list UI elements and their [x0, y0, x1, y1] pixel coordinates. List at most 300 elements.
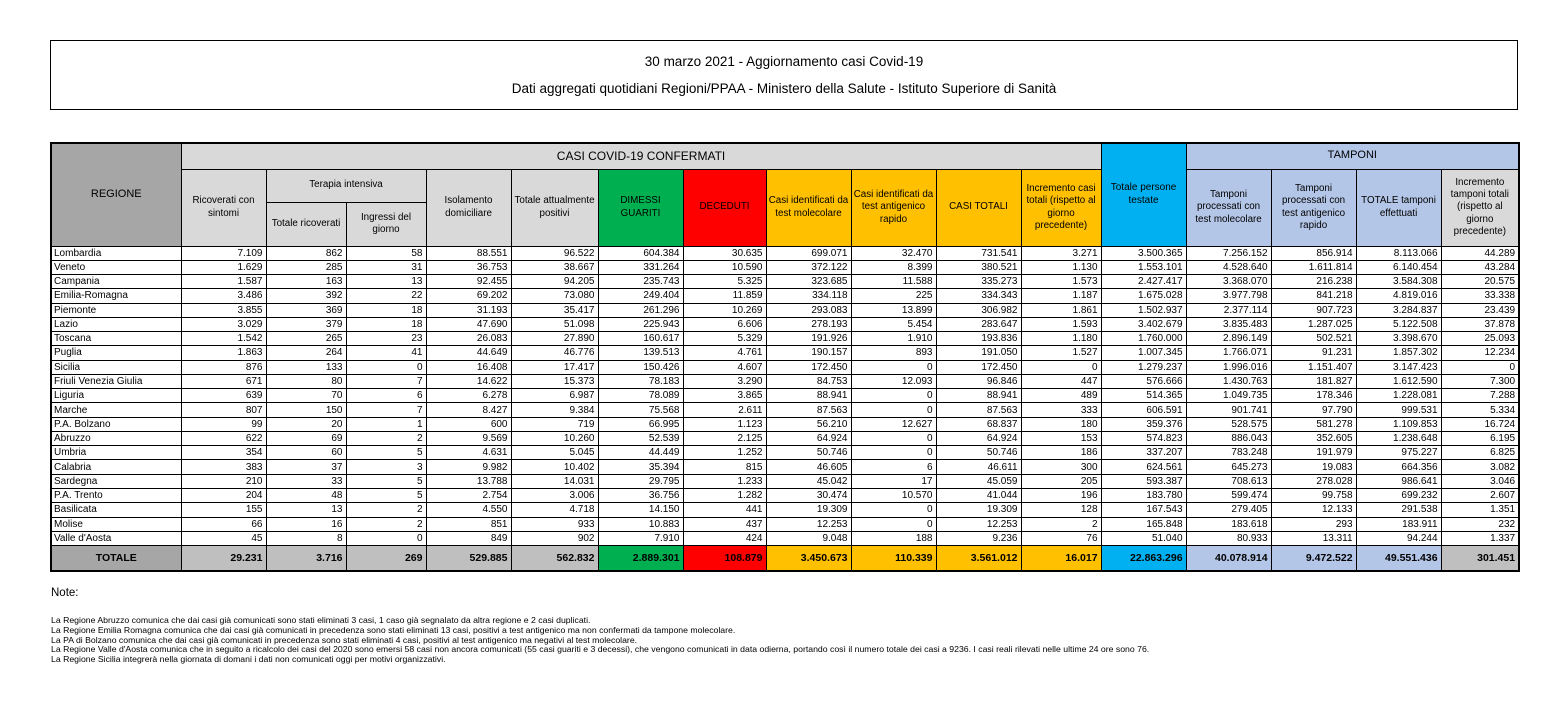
region-name-cell: Emilia-Romagna	[51, 289, 181, 303]
region-name-cell: Toscana	[51, 332, 181, 346]
value-cell: 167.543	[1101, 503, 1186, 517]
column-header-dimessi-guariti: DIMESSI GUARITI	[598, 169, 683, 246]
region-name-cell: Piemonte	[51, 303, 181, 317]
value-cell: 10.260	[511, 431, 598, 445]
value-cell: 645.273	[1186, 460, 1271, 474]
value-cell: 1.502.937	[1101, 303, 1186, 317]
value-cell: 1.233	[683, 474, 766, 488]
value-cell: 1.629	[181, 260, 266, 274]
value-cell: 7	[346, 403, 426, 417]
value-cell: 108.879	[683, 546, 766, 571]
value-cell: 160.617	[598, 332, 683, 346]
value-cell: 0	[851, 446, 936, 460]
value-cell: 999.531	[1356, 403, 1441, 417]
value-cell: 4.550	[426, 503, 511, 517]
value-cell: 5.329	[683, 332, 766, 346]
value-cell: 88.551	[426, 246, 511, 260]
table-row	[51, 289, 1519, 303]
value-cell: 191.926	[766, 332, 851, 346]
value-cell: 204	[181, 489, 266, 503]
value-cell: 35.394	[598, 460, 683, 474]
notes-section	[51, 587, 1531, 665]
column-header-tamponi-molecolare: Tamponi processati con test molecolare	[1186, 169, 1271, 246]
table-row	[51, 275, 1519, 289]
value-cell: 84.753	[766, 374, 851, 388]
value-cell: 9.236	[936, 531, 1021, 545]
value-cell: 893	[851, 346, 936, 360]
value-cell: 2.125	[683, 431, 766, 445]
value-cell: 12.133	[1271, 503, 1356, 517]
value-cell: 183.780	[1101, 489, 1186, 503]
region-name-cell: Veneto	[51, 260, 181, 274]
value-cell: 9.048	[766, 531, 851, 545]
region-name-cell: Marche	[51, 403, 181, 417]
value-cell: 3.147.423	[1356, 360, 1441, 374]
value-cell: 8.399	[851, 260, 936, 274]
value-cell: 2	[346, 503, 426, 517]
value-cell: 0	[851, 517, 936, 531]
note-item: La Regione Valle d'Aosta comunica che in seguito a ricalcolo dei casi del 2020 sono emersi 58 casi non ancora comunicati (55 casi guariti e 3 decessi), che vengono comunicati in data odierna, portando così il numero totale dei casi a 9236. I casi reali rilevati nelle ultime 24 ore sono 76.	[51, 644, 1150, 655]
value-cell: 986.641	[1356, 474, 1441, 488]
value-cell: 14.622	[426, 374, 511, 388]
table-row	[51, 303, 1519, 317]
region-name-cell: Campania	[51, 275, 181, 289]
region-name-cell: Calabria	[51, 460, 181, 474]
value-cell: 66	[181, 517, 266, 531]
value-cell: 354	[181, 446, 266, 460]
value-cell: 719	[511, 417, 598, 431]
value-cell: 20	[266, 417, 346, 431]
value-cell: 1.766.071	[1186, 346, 1271, 360]
value-cell: 293.083	[766, 303, 851, 317]
region-name-cell: P.A. Bolzano	[51, 417, 181, 431]
value-cell: 0	[346, 360, 426, 374]
value-cell: 181.827	[1271, 374, 1356, 388]
value-cell: 1.910	[851, 332, 936, 346]
value-cell: 3.271	[1021, 246, 1101, 260]
value-cell: 19.309	[936, 503, 1021, 517]
value-cell: 699.071	[766, 246, 851, 260]
value-cell: 38.667	[511, 260, 598, 274]
value-cell: 249.404	[598, 289, 683, 303]
value-cell: 6.987	[511, 389, 598, 403]
value-cell: 379	[266, 317, 346, 331]
value-cell: 22.863.296	[1101, 546, 1186, 571]
value-cell: 7.256.152	[1186, 246, 1271, 260]
table-header	[51, 143, 1519, 246]
total-row-label: TOTALE	[51, 546, 181, 571]
value-cell: 9.384	[511, 403, 598, 417]
value-cell: 110.339	[851, 546, 936, 571]
value-cell: 3.450.673	[766, 546, 851, 571]
notes-list	[51, 616, 1531, 665]
value-cell: 606.591	[1101, 403, 1186, 417]
note-item: La Regione Sicilia integrerà nella giornata di domani i dati non comunicati oggi per motivi organizzativi.	[51, 654, 446, 665]
value-cell: 731.541	[936, 246, 1021, 260]
column-header-deceduti: DECEDUTI	[683, 169, 766, 246]
value-cell: 975.227	[1356, 446, 1441, 460]
value-cell: 1.593	[1021, 317, 1101, 331]
value-cell: 188	[851, 531, 936, 545]
value-cell: 94.244	[1356, 531, 1441, 545]
value-cell: 279.405	[1186, 503, 1271, 517]
value-cell: 190.157	[766, 346, 851, 360]
table-row	[51, 503, 1519, 517]
column-header-ricoverati: Ricoverati con sintomi	[181, 169, 266, 246]
region-name-cell: P.A. Trento	[51, 489, 181, 503]
value-cell: 150.426	[598, 360, 683, 374]
value-cell: 16.408	[426, 360, 511, 374]
value-cell: 9.472.522	[1271, 546, 1356, 571]
value-cell: 624.561	[1101, 460, 1186, 474]
value-cell: 49.551.436	[1356, 546, 1441, 571]
value-cell: 1.430.763	[1186, 374, 1271, 388]
value-cell: 33	[266, 474, 346, 488]
value-cell: 783.248	[1186, 446, 1271, 460]
value-cell: 68.837	[936, 417, 1021, 431]
value-cell: 639	[181, 389, 266, 403]
value-cell: 52.539	[598, 431, 683, 445]
column-header-terapia-ingressi: Ingressi del giorno	[346, 202, 426, 246]
value-cell: 3.398.670	[1356, 332, 1441, 346]
value-cell: 392	[266, 289, 346, 303]
value-cell: 99	[181, 417, 266, 431]
value-cell: 96.846	[936, 374, 1021, 388]
value-cell: 876	[181, 360, 266, 374]
value-cell: 64.924	[766, 431, 851, 445]
value-cell: 16.724	[1441, 417, 1519, 431]
value-cell: 69	[266, 431, 346, 445]
value-cell: 10.269	[683, 303, 766, 317]
value-cell: 13	[346, 275, 426, 289]
value-cell: 514.365	[1101, 389, 1186, 403]
value-cell: 664.356	[1356, 460, 1441, 474]
value-cell: 1.351	[1441, 503, 1519, 517]
value-cell: 851	[426, 517, 511, 531]
value-cell: 88.941	[766, 389, 851, 403]
column-group-terapia-intensiva: Terapia intensiva	[266, 169, 426, 202]
value-cell: 372.122	[766, 260, 851, 274]
value-cell: 291.538	[1356, 503, 1441, 517]
value-cell: 1.542	[181, 332, 266, 346]
value-cell: 58	[346, 246, 426, 260]
value-cell: 699.232	[1356, 489, 1441, 503]
value-cell: 128	[1021, 503, 1101, 517]
value-cell: 528.575	[1186, 417, 1271, 431]
value-cell: 8.113.066	[1356, 246, 1441, 260]
column-header-incremento-tamponi: Incremento tamponi totali (rispetto al giorno precedente)	[1441, 169, 1519, 246]
value-cell: 902	[511, 531, 598, 545]
value-cell: 8	[266, 531, 346, 545]
table-row	[51, 389, 1519, 403]
region-name-cell: Sicilia	[51, 360, 181, 374]
value-cell: 352.605	[1271, 431, 1356, 445]
value-cell: 265	[266, 332, 346, 346]
value-cell: 41	[346, 346, 426, 360]
region-name-cell: Puglia	[51, 346, 181, 360]
value-cell: 1.123	[683, 417, 766, 431]
value-cell: 17.417	[511, 360, 598, 374]
value-cell: 599.474	[1186, 489, 1271, 503]
value-cell: 10.402	[511, 460, 598, 474]
value-cell: 1.007.345	[1101, 346, 1186, 360]
value-cell: 50.746	[936, 446, 1021, 460]
value-cell: 44.649	[426, 346, 511, 360]
value-cell: 23	[346, 332, 426, 346]
value-cell: 31	[346, 260, 426, 274]
value-cell: 807	[181, 403, 266, 417]
value-cell: 16	[266, 517, 346, 531]
value-cell: 437	[683, 517, 766, 531]
value-cell: 2.427.417	[1101, 275, 1186, 289]
value-cell: 73.080	[511, 289, 598, 303]
value-cell: 3.977.798	[1186, 289, 1271, 303]
value-cell: 1.252	[683, 446, 766, 460]
value-cell: 815	[683, 460, 766, 474]
value-cell: 20.575	[1441, 275, 1519, 289]
value-cell: 0	[851, 360, 936, 374]
table-row	[51, 246, 1519, 260]
value-cell: 37.878	[1441, 317, 1519, 331]
value-cell: 18	[346, 303, 426, 317]
value-cell: 11.588	[851, 275, 936, 289]
value-cell: 593.387	[1101, 474, 1186, 488]
region-name-cell: Lombardia	[51, 246, 181, 260]
value-cell: 12.253	[936, 517, 1021, 531]
region-name-cell: Liguria	[51, 389, 181, 403]
column-header-persone-testate: Totale persone testate	[1101, 143, 1186, 246]
value-cell: 23.439	[1441, 303, 1519, 317]
value-cell: 235.743	[598, 275, 683, 289]
table-row	[51, 517, 1519, 531]
value-cell: 44.449	[598, 446, 683, 460]
value-cell: 96.522	[511, 246, 598, 260]
value-cell: 1.180	[1021, 332, 1101, 346]
table-row	[51, 489, 1519, 503]
value-cell: 9.569	[426, 431, 511, 445]
region-name-cell: Sardegna	[51, 474, 181, 488]
column-header-isolamento: Isolamento domiciliare	[426, 169, 511, 246]
value-cell: 0	[851, 403, 936, 417]
value-cell: 1.573	[1021, 275, 1101, 289]
value-cell: 849	[426, 531, 511, 545]
value-cell: 80.933	[1186, 531, 1271, 545]
value-cell: 269	[346, 546, 426, 571]
value-cell: 1.109.853	[1356, 417, 1441, 431]
value-cell: 191.979	[1271, 446, 1356, 460]
value-cell: 180	[1021, 417, 1101, 431]
value-cell: 0	[1441, 360, 1519, 374]
value-cell: 2	[1021, 517, 1101, 531]
table-row	[51, 346, 1519, 360]
value-cell: 5.454	[851, 317, 936, 331]
value-cell: 27.890	[511, 332, 598, 346]
value-cell: 3.290	[683, 374, 766, 388]
value-cell: 37	[266, 460, 346, 474]
value-cell: 9.982	[426, 460, 511, 474]
region-name-cell: Basilicata	[51, 503, 181, 517]
value-cell: 1.049.735	[1186, 389, 1271, 403]
value-cell: 46.611	[936, 460, 1021, 474]
value-cell: 359.376	[1101, 417, 1186, 431]
value-cell: 45.042	[766, 474, 851, 488]
value-cell: 33.338	[1441, 289, 1519, 303]
value-cell: 78.183	[598, 374, 683, 388]
value-cell: 2	[346, 517, 426, 531]
column-header-positivi: Totale attualmente positivi	[511, 169, 598, 246]
band-casi-confermati: CASI COVID-19 CONFERMATI	[181, 143, 1101, 169]
value-cell: 3.716	[266, 546, 346, 571]
value-cell: 3.284.837	[1356, 303, 1441, 317]
value-cell: 2	[346, 431, 426, 445]
value-cell: 210	[181, 474, 266, 488]
table-row	[51, 360, 1519, 374]
value-cell: 6	[851, 460, 936, 474]
value-cell: 16.017	[1021, 546, 1101, 571]
value-cell: 574.823	[1101, 431, 1186, 445]
value-cell: 7	[346, 374, 426, 388]
value-cell: 50.746	[766, 446, 851, 460]
value-cell: 172.450	[936, 360, 1021, 374]
value-cell: 196	[1021, 489, 1101, 503]
value-cell: 193.836	[936, 332, 1021, 346]
value-cell: 1.996.016	[1186, 360, 1271, 374]
value-cell: 2.377.114	[1186, 303, 1271, 317]
value-cell: 604.384	[598, 246, 683, 260]
value-cell: 2.754	[426, 489, 511, 503]
value-cell: 13.899	[851, 303, 936, 317]
value-cell: 901.741	[1186, 403, 1271, 417]
value-cell: 70	[266, 389, 346, 403]
value-cell: 60	[266, 446, 346, 460]
value-cell: 225	[851, 289, 936, 303]
value-cell: 3.486	[181, 289, 266, 303]
value-cell: 3.835.483	[1186, 317, 1271, 331]
table-row	[51, 317, 1519, 331]
value-cell: 153	[1021, 431, 1101, 445]
value-cell: 163	[266, 275, 346, 289]
region-name-cell: Molise	[51, 517, 181, 531]
value-cell: 31.193	[426, 303, 511, 317]
value-cell: 18	[346, 317, 426, 331]
value-cell: 4.528.640	[1186, 260, 1271, 274]
value-cell: 1.675.028	[1101, 289, 1186, 303]
value-cell: 48	[266, 489, 346, 503]
value-cell: 12.627	[851, 417, 936, 431]
value-cell: 1.282	[683, 489, 766, 503]
table-row	[51, 431, 1519, 445]
value-cell: 5.334	[1441, 403, 1519, 417]
table-body	[51, 246, 1519, 571]
value-cell: 600	[426, 417, 511, 431]
value-cell: 155	[181, 503, 266, 517]
value-cell: 264	[266, 346, 346, 360]
value-cell: 2.611	[683, 403, 766, 417]
value-cell: 87.563	[936, 403, 1021, 417]
column-header-casi-antigenico: Casi identificati da test antigenico rapido	[851, 169, 936, 246]
value-cell: 441	[683, 503, 766, 517]
value-cell: 2.889.301	[598, 546, 683, 571]
value-cell: 186	[1021, 446, 1101, 460]
region-name-cell: Friuli Venezia Giulia	[51, 374, 181, 388]
value-cell: 80	[266, 374, 346, 388]
value-cell: 447	[1021, 374, 1101, 388]
value-cell: 3	[346, 460, 426, 474]
value-cell: 133	[266, 360, 346, 374]
value-cell: 15.373	[511, 374, 598, 388]
value-cell: 91.231	[1271, 346, 1356, 360]
value-cell: 30.635	[683, 246, 766, 260]
column-header-casi-molecolare: Casi identificati da test molecolare	[766, 169, 851, 246]
value-cell: 383	[181, 460, 266, 474]
value-cell: 671	[181, 374, 266, 388]
value-cell: 183.911	[1356, 517, 1441, 531]
value-cell: 841.218	[1271, 289, 1356, 303]
value-cell: 5	[346, 474, 426, 488]
value-cell: 46.605	[766, 460, 851, 474]
value-cell: 44.289	[1441, 246, 1519, 260]
table-row	[51, 403, 1519, 417]
value-cell: 4.607	[683, 360, 766, 374]
value-cell: 306.982	[936, 303, 1021, 317]
value-cell: 0	[851, 503, 936, 517]
table-row	[51, 474, 1519, 488]
value-cell: 6.825	[1441, 446, 1519, 460]
value-cell: 6	[346, 389, 426, 403]
value-cell: 216.238	[1271, 275, 1356, 289]
value-cell: 150	[266, 403, 346, 417]
value-cell: 36.756	[598, 489, 683, 503]
value-cell: 172.450	[766, 360, 851, 374]
value-cell: 88.941	[936, 389, 1021, 403]
column-header-incremento-casi: Incremento casi totali (rispetto al giorno precedente)	[1021, 169, 1101, 246]
value-cell: 11.859	[683, 289, 766, 303]
value-cell: 285	[266, 260, 346, 274]
value-cell: 1.857.302	[1356, 346, 1441, 360]
value-cell: 862	[266, 246, 346, 260]
value-cell: 191.050	[936, 346, 1021, 360]
column-header-regione: REGIONE	[51, 143, 181, 246]
value-cell: 3.500.365	[1101, 246, 1186, 260]
value-cell: 5.045	[511, 446, 598, 460]
report-title-line1: 30 marzo 2021 - Aggiornamento casi Covid-19	[644, 53, 924, 69]
value-cell: 3.082	[1441, 460, 1519, 474]
value-cell: 300	[1021, 460, 1101, 474]
value-cell: 283.647	[936, 317, 1021, 331]
value-cell: 78.089	[598, 389, 683, 403]
value-cell: 92.455	[426, 275, 511, 289]
value-cell: 6.140.454	[1356, 260, 1441, 274]
value-cell: 886.043	[1186, 431, 1271, 445]
value-cell: 75.568	[598, 403, 683, 417]
column-header-casi-totali: CASI TOTALI	[936, 169, 1021, 246]
value-cell: 576.666	[1101, 374, 1186, 388]
value-cell: 301.451	[1441, 546, 1519, 571]
region-name-cell: Umbria	[51, 446, 181, 460]
value-cell: 3.865	[683, 389, 766, 403]
value-cell: 333	[1021, 403, 1101, 417]
table-row	[51, 417, 1519, 431]
value-cell: 0	[851, 389, 936, 403]
value-cell: 225.943	[598, 317, 683, 331]
value-cell: 64.924	[936, 431, 1021, 445]
value-cell: 13	[266, 503, 346, 517]
value-cell: 334.118	[766, 289, 851, 303]
value-cell: 3.402.679	[1101, 317, 1186, 331]
value-cell: 489	[1021, 389, 1101, 403]
value-cell: 41.044	[936, 489, 1021, 503]
value-cell: 335.273	[936, 275, 1021, 289]
